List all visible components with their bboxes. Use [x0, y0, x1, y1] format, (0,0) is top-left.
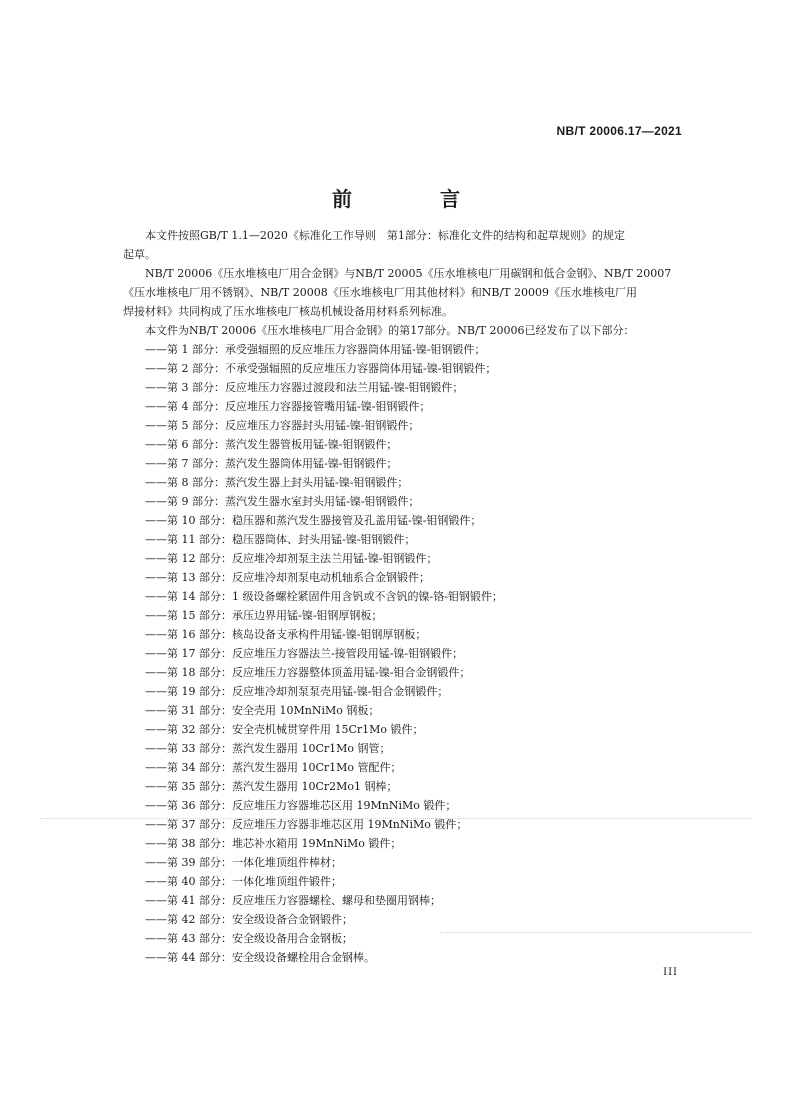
list-item: ——第 15 部分：承压边界用锰-镍-钼钢厚钢板；: [145, 609, 383, 622]
list-item: ——第 17 部分：反应堆压力容器法兰-接管段用锰-镍-钼钢锻件；: [145, 647, 464, 660]
scan-rule: [440, 932, 752, 933]
list-item: ——第 42 部分：安全级设备合金钢锻件；: [145, 913, 353, 926]
list-item: ——第 38 部分：堆芯补水箱用 19MnNiMo 锻件；: [145, 837, 402, 850]
list-item: ——第 8 部分：蒸汽发生器上封头用锰-镍-钼钢锻件；: [145, 476, 409, 489]
list-item: ——第 9 部分：蒸汽发生器水室封头用锰-镍-钼钢锻件；: [145, 495, 420, 508]
list-item: ——第 2 部分：不承受强辐照的反应堆压力容器筒体用锰-镍-钼钢锻件；: [145, 362, 497, 375]
list-item: ——第 31 部分：安全壳用 10MnNiMo 钢板；: [145, 704, 380, 717]
list-item: ——第 4 部分：反应堆压力容器接管嘴用锰-镍-钼钢锻件；: [145, 400, 431, 413]
parts-list: [123, 340, 683, 967]
list-item: ——第 7 部分：蒸汽发生器筒体用锰-镍-钼钢锻件；: [145, 457, 398, 470]
list-item: ——第 32 部分：安全壳机械贯穿件用 15Cr1Mo 锻件；: [145, 723, 424, 736]
text-line: 焊接材料》共同构成了压水堆核电厂核岛机械设备用材料系列标准。: [123, 305, 453, 318]
paragraph: [123, 226, 683, 264]
list-item: ——第 19 部分：反应堆冷却剂泵泵壳用锰-镍-钼合金钢锻件；: [145, 685, 449, 698]
list-item: ——第 33 部分：蒸汽发生器用 10Cr1Mo 钢管；: [145, 742, 391, 755]
list-item: ——第 13 部分：反应堆冷却剂泵电动机轴系合金钢锻件；: [145, 571, 430, 584]
list-item: ——第 39 部分：一体化堆顶组件棒材；: [145, 856, 342, 869]
standard-number: NB/T 20006.17—2021: [556, 124, 682, 138]
list-item: ——第 14 部分：1 级设备螺栓紧固件用含钒或不含钒的镍-铬-钼钢锻件；: [145, 590, 503, 603]
list-item: ——第 11 部分：稳压器筒体、封头用锰-镍-钼钢锻件；: [145, 533, 416, 546]
list-item: ——第 44 部分：安全级设备螺栓用合金钢棒。: [145, 951, 375, 964]
list-item: ——第 16 部分：核岛设备支承构件用锰-镍-钼钢厚钢板；: [145, 628, 427, 641]
list-item: ——第 6 部分：蒸汽发生器管板用锰-镍-钼钢锻件；: [145, 438, 398, 451]
document-body: [123, 226, 683, 967]
text-line: 起草。: [123, 248, 156, 261]
list-item: ——第 1 部分：承受强辐照的反应堆压力容器筒体用锰-镍-钼钢锻件；: [145, 343, 486, 356]
list-item: ——第 5 部分：反应堆压力容器封头用锰-镍-钼钢锻件；: [145, 419, 420, 432]
list-item: ——第 35 部分：蒸汽发生器用 10Cr2Mo1 钢棒；: [145, 780, 398, 793]
text-line: 本文件为NB/T 20006《压水堆核电厂用合金钢》的第17部分。NB/T 20006已经发布了以下部分：: [145, 324, 635, 337]
paragraph: [123, 321, 683, 340]
paragraph: [123, 264, 683, 321]
list-item: ——第 36 部分：反应堆压力容器堆芯区用 19MnNiMo 锻件；: [145, 799, 457, 812]
list-item: ——第 10 部分：稳压器和蒸汽发生器接管及孔盖用锰-镍-钼钢锻件；: [145, 514, 482, 527]
list-item: ——第 43 部分：安全级设备用合金钢板；: [145, 932, 353, 945]
list-item: ——第 18 部分：反应堆压力容器整体顶盖用锰-镍-钼合金钢锻件；: [145, 666, 471, 679]
list-item: ——第 37 部分：反应堆压力容器非堆芯区用 19MnNiMo 锻件；: [145, 818, 468, 831]
list-item: ——第 12 部分：反应堆冷却剂泵主法兰用锰-镍-钼钢锻件；: [145, 552, 438, 565]
list-item: ——第 3 部分：反应堆压力容器过渡段和法兰用锰-镍-钼钢锻件；: [145, 381, 464, 394]
text-line: 《压水堆核电厂用不锈钢》、NB/T 20008《压水堆核电厂用其他材料》和NB/T 20009《压水堆核电厂用: [123, 286, 637, 299]
scan-rule: [40, 818, 752, 819]
section-title: 前 言: [332, 187, 494, 211]
list-item: ——第 34 部分：蒸汽发生器用 10Cr1Mo 管配件；: [145, 761, 402, 774]
page-number: III: [663, 967, 678, 978]
text-line: NB/T 20006《压水堆核电厂用合金钢》与NB/T 20005《压水堆核电厂用碳钢和低合金钢》、NB/T 20007: [145, 267, 672, 280]
list-item: ——第 40 部分：一体化堆顶组件锻件；: [145, 875, 342, 888]
list-item: ——第 41 部分：反应堆压力容器螺栓、螺母和垫圈用钢棒；: [145, 894, 441, 907]
text-line: 本文件按照GB/T 1.1—2020《标准化工作导则 第1部分：标准化文件的结构和起草规则》的规定: [145, 229, 625, 242]
